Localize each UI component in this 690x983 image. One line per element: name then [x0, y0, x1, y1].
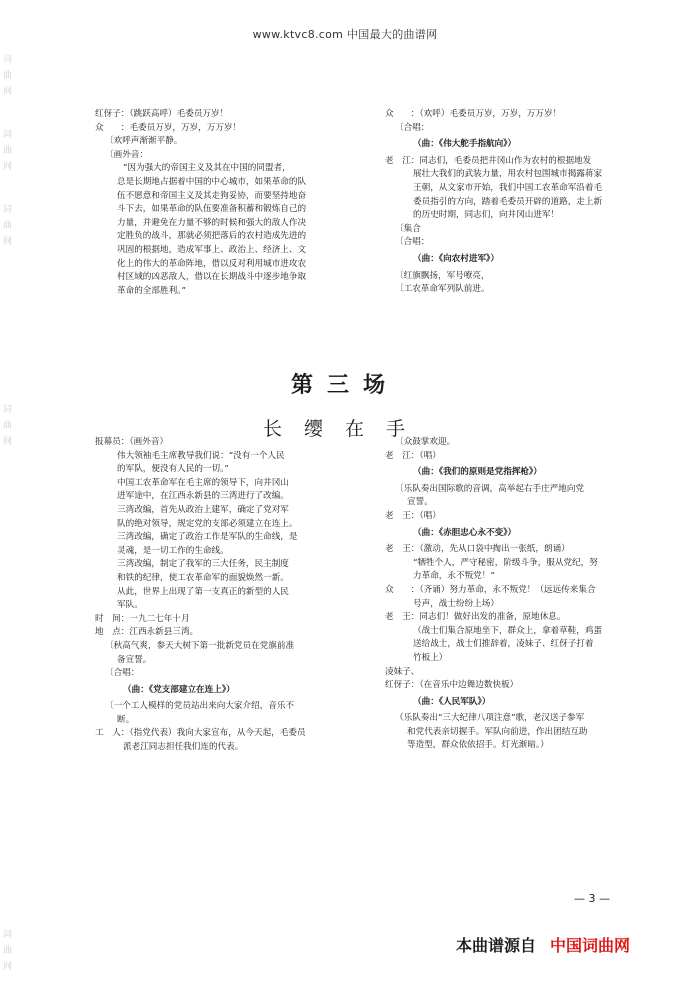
line: 的历史时期，同志们，向井冈山进军！: [413, 210, 560, 221]
song-title: （曲：《我们的原则是党指挥枪》）: [413, 467, 542, 478]
song-title: （曲：《伟大舵手指航向》）: [413, 139, 517, 150]
line: 老 江：（唱）: [385, 450, 441, 461]
site-header: www.ktvc8.com 中国最大的曲谱网: [252, 28, 438, 41]
song-title: （曲：《赤胆忠心永不变》）: [413, 527, 517, 538]
line: 定胜负的战斗，那就必须把落后的农村造成先进的: [117, 231, 307, 242]
line: 展壮大我们的武装力量，用农村包围城市揭露蒋家: [413, 169, 603, 180]
line: 的军队，便没有人民的一切。”: [117, 464, 229, 475]
line: 备宣誓。: [117, 654, 152, 665]
line: 革命的全部胜利。”: [117, 285, 186, 296]
top-left-column: [95, 108, 380, 298]
footer-text: 本曲谱源自: [456, 936, 537, 955]
line: 〔集合: [395, 223, 421, 234]
line: 竹板上）: [413, 652, 448, 663]
line: 〔一个工人模样的党员站出来向大家介绍，音乐不: [105, 701, 295, 712]
watermark-glyph: 网: [3, 962, 13, 972]
line: 红伢子：（跳跃高呼）毛委员万岁！: [95, 109, 229, 119]
line: 三湾改编，制定了我军的三大任务，民主制度: [117, 559, 289, 570]
line: 灵魂，是一切工作的生命线。: [117, 545, 229, 556]
line: （乐队奏出“三大纪律八项注意”歌，老汉送子参军: [395, 713, 585, 724]
line: 断。: [117, 714, 135, 725]
line: 总是长期地占据着中国的中心城市，如果革命的队: [117, 176, 307, 187]
watermark-glyph: 网: [3, 437, 13, 447]
line: 〔画外音：: [105, 149, 148, 160]
line: 委员指引的方向，踏着毛委员开辟的道路，走上新: [413, 196, 603, 207]
line: 和党代表亲切握手。军队向前进，作出团结互助: [407, 726, 588, 737]
line: 斗下去，如果革命的队伍要准备积蓄和锻炼自己的: [117, 204, 307, 215]
line: 红伢子：（在音乐中边舞边数快板）: [385, 680, 519, 691]
watermark-glyph: 网: [3, 237, 13, 247]
line: 伍不愿意和帝国主义及其走狗妥协，而要坚持地奋: [117, 190, 307, 201]
line: 派老江同志担任我们连的代表。: [123, 742, 244, 753]
watermark-glyph: 词: [3, 205, 13, 215]
line: 〔秋高气爽，参天大树下第一批新党员在党旗前准: [105, 640, 295, 651]
line: 队的绝对领导，规定党的支部必须建立在连上。: [117, 518, 298, 529]
line: 伟大领袖毛主席教导我们说：“没有一个人民: [117, 450, 285, 461]
scene-title: 第三场: [290, 372, 399, 398]
line: 时 间：一九二七年十月: [95, 613, 190, 624]
line: 工 人：（指党代表）我向大家宣布，从今天起，毛委员: [95, 728, 306, 739]
song-title: （曲：《向农村进军》）: [413, 253, 499, 264]
line: 宣誓。: [407, 497, 433, 508]
line: 三湾改编，首先从政治上建军，确定了党对军: [117, 504, 289, 515]
line: 力量，并避免在力量不够的时候和强大的敌人作决: [117, 217, 307, 228]
top-right-column: [385, 108, 670, 297]
line: 老 江：同志们，毛委员把井冈山作为农村的根据地发: [385, 155, 592, 166]
line: 三湾改编，确定了政治工作是军队的生命线，是: [117, 532, 298, 543]
line: 〔欢呼声渐渐平静。: [105, 136, 183, 147]
watermark-glyph: 曲: [3, 946, 13, 956]
bottom-right-column: [385, 436, 670, 753]
line: 王朝，从文家市开始，我们中国工农革命军沿着毛: [413, 182, 603, 193]
footer: [456, 933, 630, 956]
watermark-glyph: 曲: [3, 146, 13, 156]
line: （战士们集合原地坐下，群众上，拿着草鞋，鸡蛋: [413, 625, 603, 636]
footer-brand-link[interactable]: 中国词曲网: [550, 936, 631, 955]
line: 力革命，永不叛党！”: [413, 571, 495, 582]
line: 从此，世界上出现了第一支真正的新型的人民: [117, 586, 289, 597]
watermark-glyph: 词: [3, 55, 13, 65]
line: 报幕员：（画外音）: [95, 437, 169, 447]
watermark-glyph: 曲: [3, 221, 13, 231]
line: 〔合唱：: [395, 122, 430, 133]
line: “牺牲个人，严守秘密，阶级斗争，服从党纪，努: [413, 557, 598, 568]
watermark-glyph: 词: [3, 930, 13, 940]
line: 化上的伟大的革命阵地，借以反对利用城市进攻农: [117, 258, 307, 269]
line: 老 王：同志们！做好出发的准备，原地休息。: [385, 612, 566, 623]
watermark-glyph: 词: [3, 405, 13, 415]
line: 〔众鼓掌欢迎。: [395, 437, 456, 447]
watermark-glyph: 网: [3, 162, 13, 172]
line: 凌妹子、: [385, 666, 420, 677]
song-title: （曲：《党支部建立在连上》）: [123, 684, 235, 695]
line: 老 王：（唱）: [385, 510, 441, 521]
line: 〔工农革命军列队前进。: [395, 284, 490, 295]
line: 众 ：毛委员万岁，万岁，万万岁！: [95, 122, 242, 133]
line: 老 王：（激动，先从口袋中掏出一张纸，朗诵）: [385, 544, 570, 555]
line: 送给战士，战士们推辞着，凌妹子、红伢子打着: [413, 639, 594, 650]
bottom-left-column: [95, 436, 380, 755]
line: 村区域的凶恶敌人，借以在长期战斗中逐步地争取: [117, 272, 307, 283]
watermark-glyph: 曲: [3, 71, 13, 81]
line: 等造型，群众依依招手。灯光渐暗。）: [407, 740, 549, 751]
line: 地 点：江西永新县三湾。: [95, 627, 199, 638]
song-title: （曲：《人民军队》）: [413, 696, 491, 707]
line: 中国工农革命军在毛主席的领导下，向井冈山: [117, 477, 289, 488]
line: 和铁的纪律，使工农革命军的面貌焕然一新。: [117, 572, 289, 583]
line: 进军途中，在江西永新县的三湾进行了改编。: [117, 491, 289, 502]
page-number: — 3 —: [574, 892, 610, 905]
watermark-glyph: 词: [3, 130, 13, 140]
scene-subtitle: 长缨在手: [262, 418, 427, 440]
line: 〔合唱：: [395, 237, 430, 248]
line: 〔合唱：: [105, 668, 140, 679]
line: 巩固的根据地，造成军事上、政治上、经济上、文: [117, 244, 307, 255]
line: “因为强大的帝国主义及其在中国的同盟者，: [123, 163, 291, 174]
line: 众 ：（齐诵）努力革命，永不叛党！（远远传来集合: [385, 584, 596, 595]
line: 军队。: [117, 600, 143, 611]
watermark-glyph: 曲: [3, 421, 13, 431]
line: 〔乐队奏出国际歌的音调，高举起右手庄严地向党: [395, 483, 585, 494]
line: 〔红旗飘扬，军号嘹亮，: [395, 270, 490, 281]
watermark-glyph: 网: [3, 87, 13, 97]
line: 众 ：（欢呼）毛委员万岁，万岁，万万岁！: [385, 109, 562, 119]
line: 号声，战士纷纷上场）: [413, 598, 499, 609]
